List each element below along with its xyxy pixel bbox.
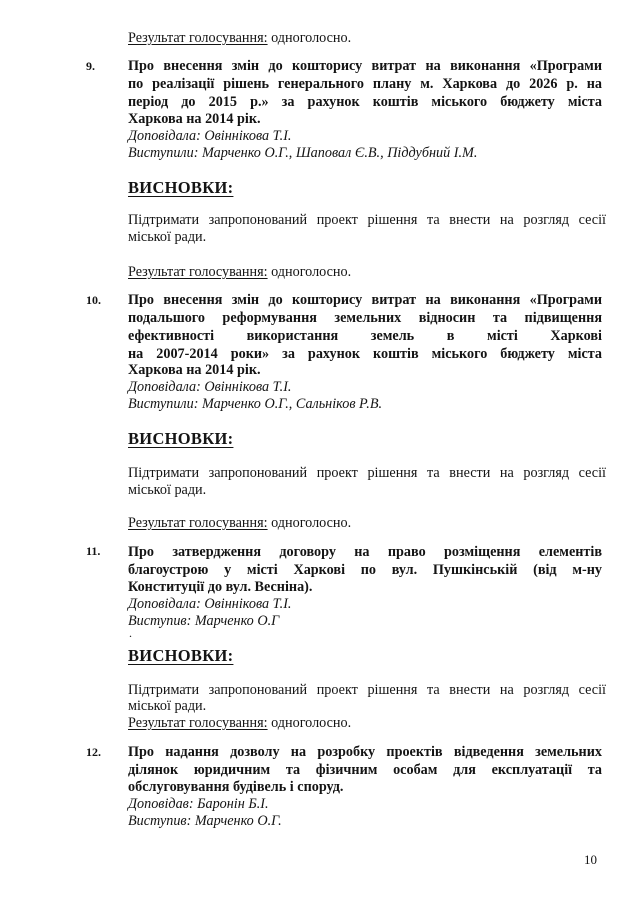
vote-result-value: одноголосно.: [267, 30, 352, 46]
item-title-line: подальшого реформування земельних відносин та підвищення: [128, 310, 602, 326]
item-title-line: по реалізації рішень генерального плану м. Харкова до 2026 р. на: [128, 76, 602, 92]
item-title-line: період до 2015 р.» за рахунок коштів міського бюджету міста: [128, 94, 602, 110]
item-title-line: обслуговування будівель і споруд.: [128, 779, 344, 795]
conclusion-text: [128, 464, 606, 482]
conclusion-line: міської ради.: [128, 698, 207, 714]
vote-result-label: Результат голосування:: [128, 715, 268, 731]
item-title-line: ділянок юридичним та фізичним особам для експлуатації та: [128, 762, 602, 778]
vote-result-label: Результат голосування:: [128, 515, 268, 531]
reporter: Доповідала: Овіннікова Т.І.: [128, 379, 292, 395]
item-title: [128, 561, 602, 579]
item-title: [128, 743, 602, 761]
item-title-line: Харкова на 2014 рік.: [128, 111, 261, 127]
conclusions-heading: ВИСНОВКИ:: [128, 429, 234, 448]
item-number: 11.: [86, 544, 101, 558]
item-title: [128, 93, 602, 111]
item-number: 10.: [86, 293, 101, 307]
vote-result-value: одноголосно.: [267, 715, 352, 731]
item-title-line: Про надання дозволу на розробку проектів відведення земельних: [128, 744, 602, 760]
vote-result: [128, 715, 351, 732]
conclusion-line: міської ради.: [128, 482, 207, 498]
item-title: [128, 309, 602, 327]
item-title-line: Про внесення змін до кошторису витрат на виконання «Програми: [128, 292, 602, 308]
page-number: 10: [584, 852, 597, 867]
item-title-line: Конституції до вул. Весніна).: [128, 579, 313, 595]
speakers: Виступили: Марченко О.Г., Сальніков Р.В.: [128, 396, 383, 412]
item-title-line: на 2007-2014 роки» за рахунок коштів міського бюджету міста: [128, 346, 602, 362]
item-title-line: Про внесення змін до кошторису витрат на виконання «Програми: [128, 58, 602, 74]
conclusion-line: Підтримати запропонований проект рішення та внести на розгляд сесії: [128, 465, 606, 481]
item-title: [128, 291, 602, 309]
vote-result-label: Результат голосування:: [128, 30, 268, 46]
item-number: 12.: [86, 745, 101, 759]
speakers: Виступив: Марченко О.Г.: [128, 813, 282, 829]
item-title: [128, 345, 602, 363]
speakers: Виступили: Марченко О.Г., Шаповал Є.В., Піддубний І.М.: [128, 145, 478, 161]
item-number: 9.: [86, 59, 95, 73]
item-title: [128, 761, 602, 779]
item-title-line: Про затвердження договору на право розміщення елементів: [128, 544, 602, 560]
reporter: Доповідала: Овіннікова Т.І.: [128, 596, 292, 612]
vote-result: [128, 264, 351, 281]
item-title: [128, 57, 602, 75]
vote-result-value: одноголосно.: [267, 264, 352, 280]
stray-dot: .: [129, 626, 132, 640]
vote-result: [128, 30, 351, 47]
conclusions-heading: ВИСНОВКИ:: [128, 646, 234, 665]
conclusion-line: Підтримати запропонований проект рішення та внести на розгляд сесії: [128, 682, 606, 698]
item-title: [128, 543, 602, 561]
vote-result-label: Результат голосування:: [128, 264, 268, 280]
vote-result: [128, 515, 351, 532]
reporter: Доповідав: Баронін Б.І.: [128, 796, 269, 812]
conclusion-text: [128, 211, 606, 229]
item-title: [128, 75, 602, 93]
speakers: Виступив: Марченко О.Г: [128, 613, 280, 629]
item-title: [128, 327, 602, 345]
item-title-line: благоустрою у місті Харкові по вул. Пушкінській (від м-ну: [128, 562, 602, 578]
vote-result-value: одноголосно.: [267, 515, 352, 531]
conclusion-line: Підтримати запропонований проект рішення та внести на розгляд сесії: [128, 212, 606, 228]
conclusion-line: міської ради.: [128, 229, 207, 245]
item-title-line: Харкова на 2014 рік.: [128, 362, 261, 378]
item-title-line: ефективності використання земель в місті Харкові: [128, 328, 602, 344]
conclusions-heading: ВИСНОВКИ:: [128, 178, 234, 197]
reporter: Доповідала: Овіннікова Т.І.: [128, 128, 292, 144]
conclusion-text: [128, 681, 606, 699]
